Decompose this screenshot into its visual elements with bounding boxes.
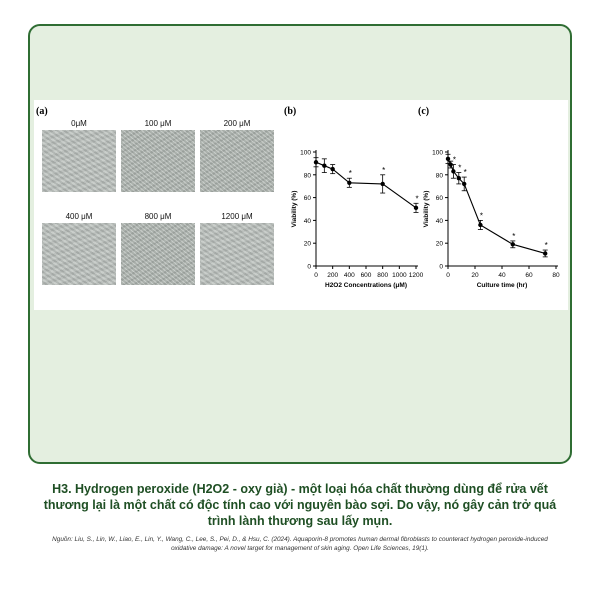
x-tick-label: 1200 (408, 272, 424, 279)
data-point (380, 182, 384, 186)
y-tick-label: 100 (432, 149, 443, 157)
x-tick-label: 0 (446, 272, 450, 279)
y-tick-label: 80 (303, 172, 311, 180)
significance-marker: * (463, 168, 467, 178)
data-point (478, 223, 482, 227)
viability-time-chart (420, 140, 566, 300)
x-axis-label: Culture time (hr) (476, 282, 528, 289)
y-tick-label: 100 (300, 149, 311, 157)
micrograph-100 (121, 118, 195, 192)
micrograph-label: 200 μM (223, 119, 251, 128)
micrograph-200 (200, 118, 274, 192)
x-tick-label: 80 (552, 272, 560, 279)
micrograph-1200 (200, 211, 274, 285)
micrograph-label: 0μM (71, 119, 87, 128)
y-axis-label: Viability (%) (423, 190, 430, 228)
panel-a-label: (a) (36, 106, 48, 117)
y-tick-label: 20 (435, 240, 443, 248)
series-line (448, 159, 545, 254)
significance-marker: * (415, 194, 419, 204)
micrograph-image (42, 130, 116, 192)
y-tick-label: 60 (435, 195, 443, 203)
significance-marker: * (512, 231, 516, 241)
micrograph-image (121, 223, 195, 285)
y-tick-label: 0 (307, 263, 311, 271)
data-point (446, 157, 450, 161)
x-tick-label: 200 (327, 272, 339, 279)
data-point (462, 182, 466, 186)
data-point (314, 160, 318, 164)
viability-concentration-chart (286, 140, 426, 300)
data-point (347, 181, 351, 185)
data-point (330, 167, 334, 171)
data-point (457, 176, 461, 180)
micrograph-label: 100 μM (144, 119, 172, 128)
micrograph-label: 400 μM (65, 212, 93, 221)
significance-marker: * (382, 165, 386, 175)
significance-marker: * (348, 169, 352, 179)
x-tick-label: 400 (343, 272, 355, 279)
x-tick-label: 60 (525, 272, 533, 279)
y-axis-label: Viability (%) (291, 190, 298, 228)
panel-c-label: (c) (418, 106, 430, 117)
y-tick-label: 40 (435, 217, 443, 225)
micrograph-image (121, 130, 195, 192)
x-tick-label: 20 (471, 272, 479, 279)
significance-marker: * (479, 211, 483, 221)
figure-panel (34, 100, 568, 310)
significance-marker: * (452, 155, 456, 165)
data-point (322, 163, 326, 167)
micrograph-400 (42, 211, 116, 285)
y-tick-label: 80 (435, 172, 443, 180)
y-tick-label: 60 (303, 195, 311, 203)
y-tick-label: 40 (303, 217, 311, 225)
micrograph-image (42, 223, 116, 285)
micrograph-label: 1200 μM (221, 212, 253, 221)
x-tick-label: 600 (360, 272, 372, 279)
data-point (511, 242, 515, 246)
panel-b-label: (b) (284, 106, 297, 117)
data-point (414, 206, 418, 210)
figure-caption: H3. Hydrogen peroxide (H2O2 - oxy già) - một loại hóa chất thường dùng để rửa vết thương lại là một chất có độc tính cao với nguyên bào sợi. Do vậy, nó gây cản trở quá trình lành thương sau lấy mụn. (43, 482, 557, 528)
y-tick-label: 20 (303, 240, 311, 248)
significance-marker: * (544, 241, 548, 251)
micrograph-0 (42, 118, 116, 192)
significance-marker: * (458, 163, 462, 173)
micrograph-image (200, 223, 274, 285)
micrograph-label: 800 μM (144, 212, 172, 221)
y-tick-label: 0 (439, 263, 443, 271)
x-axis-label: H2O2 Concentrations (μM) (325, 282, 407, 289)
micrograph-image (200, 130, 274, 192)
x-tick-label: 800 (377, 272, 389, 279)
source-citation: Nguồn: Liu, S., Lin, W., Liao, E., Lin, Y., Wang, C., Lee, S., Pei, D., & Hsu, C. (2024). Aquaporin-8 promotes human dermal fibroblasts to counteract hydrogen peroxide-induced oxidative damage: A novel target for management of skin aging. Open Life Sciences, 19(1). (52, 536, 548, 552)
x-tick-label: 40 (498, 272, 506, 279)
data-point (543, 251, 547, 255)
x-tick-label: 0 (314, 272, 318, 279)
data-point (451, 169, 455, 173)
x-tick-label: 1000 (392, 272, 407, 279)
micrograph-800 (121, 211, 195, 285)
